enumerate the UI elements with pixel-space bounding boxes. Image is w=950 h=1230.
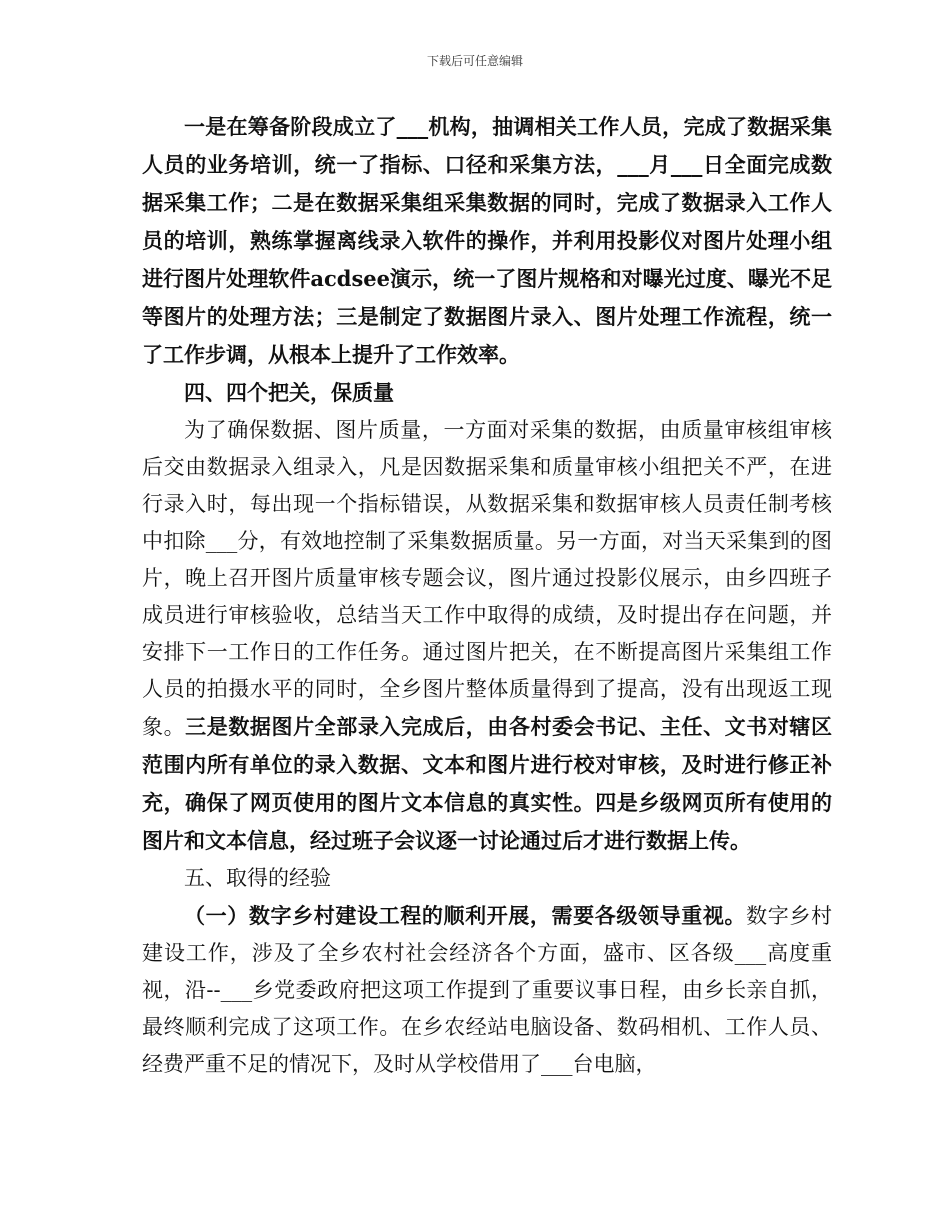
section-heading-4-text: 四、四个把关，保质量 — [184, 380, 394, 405]
section-heading-5-text: 五、取得的经验 — [184, 866, 331, 890]
section-heading-4 — [142, 374, 832, 412]
page-header: 下载后可任意编辑 — [426, 54, 523, 68]
paragraph-3-bold: 三是数据图片全部录入完成后，由各村委会书记、主任、文书对辖区范围内所有单位的录入数据、文本和图片进行校对审核，及时进行修正补充，确保了网页使用的图片文本信息的真实性。四是乡级网页所有使用的图片和文本信息，经过班子会议逐一讨论通过后才进行数据上传。 — [142, 714, 833, 853]
section-heading-5 — [142, 860, 832, 897]
paragraph-5 — [142, 897, 832, 1083]
paragraph-5-bold: （一）数字乡村建设工程的顺利开展，需要各级领导重视。 — [184, 903, 747, 928]
document-body — [142, 108, 832, 1083]
paragraph-1 — [142, 108, 832, 374]
paragraph-3-normal: 为了确保数据、图片质量，一方面对采集的数据，由质量审核组审核后交由数据录入组录入，凡是因数据采集和质量审核小组把关不严，在进行录入时，每出现一个指标错误，从数据采集和数据审核人员责任制考核中扣除___分，有效地控制了采集数据质量。另一方面，对当天采集到的图片，晚上召开图片质量审核专题会议，图片通过投影仪展示，由乡四班子成员进行审核验收，总结当天工作中取得的成绩，及时提出存在问题，并安排下一工作日的工作任务。通过图片把关，在不断提高图片采集组工作人员的拍摄水平的同时，全乡图片整体质量得到了提高，没有出现返工现象。 — [142, 418, 832, 739]
paragraph-1-bold: 一是在筹备阶段成立了___机构，抽调相关工作人员，完成了数据采集人员的业务培训，统一了指标、口径和采集方法，___月___日全面完成数据采集工作；二是在数据采集组采集数据的同时，完成了数据录入工作人员的培训，熟练掌握离线录入软件的操作，并利用投影仪对图片处理小组进行图片处理软件acdsee演示，统一了图片规格和对曝光过度、曝光不足等图片的处理方法；三是制定了数据图片录入、图片处理工作流程，统一了工作步调，从根本上提升了工作效率。 — [142, 114, 832, 367]
paragraph-5-normal: 数字乡村建设工作，涉及了全乡农村社会经济各个方面，盛市、区各级___高度重视，沿--___乡党委政府把这项工作提到了重要议事日程，由乡长亲自抓，最终顺利完成了这项工作。在乡农经站电脑设备、数码相机、工作人员、经费严重不足的情况下，及时从学校借用了___台电脑， — [142, 904, 833, 1076]
paragraph-3 — [142, 412, 832, 860]
